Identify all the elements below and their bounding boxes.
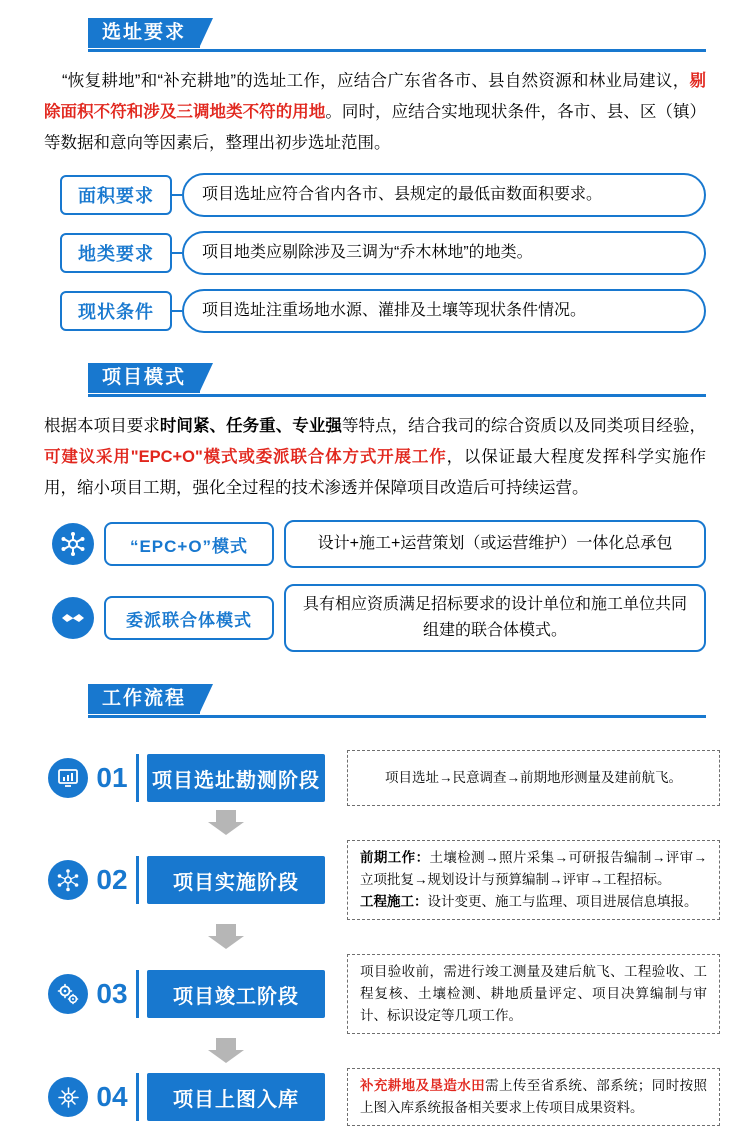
workflow-desc-03 [347,954,720,1034]
mode-row-consortium [52,584,706,652]
mode-label-consortium: 委派联合体模式 [104,596,274,640]
molecule-icon [48,860,88,900]
section-1-paragraph [44,66,706,159]
para-1-part-1: 剔除面积不符和涉及三调地类不符的用地 [44,72,706,121]
workflow-desc-02-label-1: 前期工作： [360,850,430,865]
workflow-number-04: 04 [96,1081,128,1112]
mode-label-epco: “EPC+O”模式 [104,522,274,566]
requirement-text-area: 项目选址应符合省内各市、县规定的最低亩数面积要求。 [182,173,706,217]
workflow-number-01: 01 [96,762,128,793]
workflow-title-02: 项目实施阶段 [147,856,325,904]
data-upload-icon [48,1077,88,1117]
section-header-workflow [44,684,706,718]
requirement-row-condition [60,289,706,333]
section-rule [88,715,706,718]
mode-row-epco [52,520,706,568]
para-2-part-3: 可建议采用"EPC+O"模式或委派联合体方式开展工作 [44,448,447,466]
section-tag-workflow: 工作流程 [88,684,200,714]
requirement-row-area [60,173,706,217]
workflow-desc-04-highlight: 补充耕地及垦造水田 [360,1078,486,1093]
workflow-desc-04-text: 需上传至省系统、部系统；同时按照上图入库系统报备相关要求上传项目成果资料。 [360,1078,707,1115]
workflow-step-04 [30,1068,720,1126]
workflow-divider [136,754,139,802]
handshake-icon [52,597,94,639]
spacer [30,736,720,750]
requirement-text-landtype: 项目地类应剔除涉及三调为“乔木林地”的地类。 [182,231,706,275]
workflow-arrow-2 [30,924,720,936]
section-header-project-mode [44,363,706,397]
workflow-number-02: 02 [96,864,128,895]
para-2-part-1: 时间紧、任务重、专业强 [159,417,342,435]
workflow-step-01 [30,750,720,806]
requirement-label-area: 面积要求 [60,175,172,215]
section-2-paragraph [44,411,706,504]
workflow-divider [136,970,139,1018]
arrow-down-icon [216,924,236,936]
para-2-part-0: 根据本项目要求 [44,417,160,435]
workflow-desc-02-text-2: 设计变更、施工与监理、项目进展信息填报。 [427,894,698,909]
workflow-desc-02-label-2: 工程施工： [360,894,428,909]
workflow-title-01: 项目选址勘测阶段 [147,754,325,802]
connector-line [172,310,182,312]
spacer [0,333,750,363]
workflow-step-02 [30,840,720,920]
gears-icon [48,974,88,1014]
arrow-down-icon [216,810,236,822]
workflow-list [30,736,720,1126]
requirement-label-landtype: 地类要求 [60,233,172,273]
workflow-desc-03-text: 项目验收前，需进行竣工测量及建后航飞、工程验收、工程复核、土壤检测、耕地质量评定、项目决算编制与审计、标识设定等几项工作。 [360,964,707,1023]
section-tag-project-mode: 项目模式 [88,363,200,393]
section-rule [88,49,706,52]
mode-text-consortium: 具有相应资质满足招标要求的设计单位和施工单位共同组建的联合体模式。 [284,584,706,652]
section-rule [88,394,706,397]
workflow-step-03 [30,954,720,1034]
workflow-arrow-3 [30,1038,720,1050]
workflow-desc-01 [347,750,720,806]
requirement-text-condition: 项目选址注重场地水源、灌排及土壤等现状条件情况。 [182,289,706,333]
connector-line [172,194,182,196]
connector-line [172,252,182,254]
workflow-desc-04 [347,1068,720,1126]
para-2-part-2: 等特点，结合我司的综合资质以及同类项目经验， [341,417,707,435]
workflow-title-04: 项目上图入库 [147,1073,325,1121]
workflow-divider [136,856,139,904]
workflow-number-03: 03 [96,978,128,1009]
requirement-row-landtype [60,231,706,275]
requirement-label-condition: 现状条件 [60,291,172,331]
para-1-part-0: “恢复耕地”和“补充耕地”的选址工作，应结合广东省各市、县自然资源和林业局建议， [62,72,690,90]
spacer [0,652,750,684]
section-tag-site-requirements: 选址要求 [88,18,200,48]
workflow-divider [136,1073,139,1121]
workflow-title-03: 项目竣工阶段 [147,970,325,1018]
monitor-chart-icon [48,758,88,798]
para-1-part-2: 。同时，应结合实地现状条件，各市、县、区（镇）等数据和意向等因素后，整理出初步选址范围。 [44,103,707,152]
workflow-desc-01-text: 项目选址→民意调查→前期地形测量及建前航飞。 [385,770,682,785]
workflow-arrow-1 [30,810,720,822]
workflow-desc-02-text-1: 土壤检测→照片采集→可研报告编制→评审→立项批复→规划设计与预算编制→评审→工程招标。 [360,850,708,887]
para-2-part-4: ，以保证最大程度发挥科学实施作用，缩小项目工期，强化全过程的技术渗透并保障项目改造后可持续运营。 [44,448,706,497]
spacer [30,1054,720,1068]
gear-network-icon [52,523,94,565]
workflow-desc-02 [347,840,720,920]
section-header-site-requirements [44,18,706,52]
spacer [30,826,720,840]
top-spacer [0,0,750,18]
spacer [30,940,720,954]
mode-text-epco: 设计+施工+运营策划（或运营维护）一体化总承包 [284,520,706,568]
arrow-down-icon [216,1038,236,1050]
